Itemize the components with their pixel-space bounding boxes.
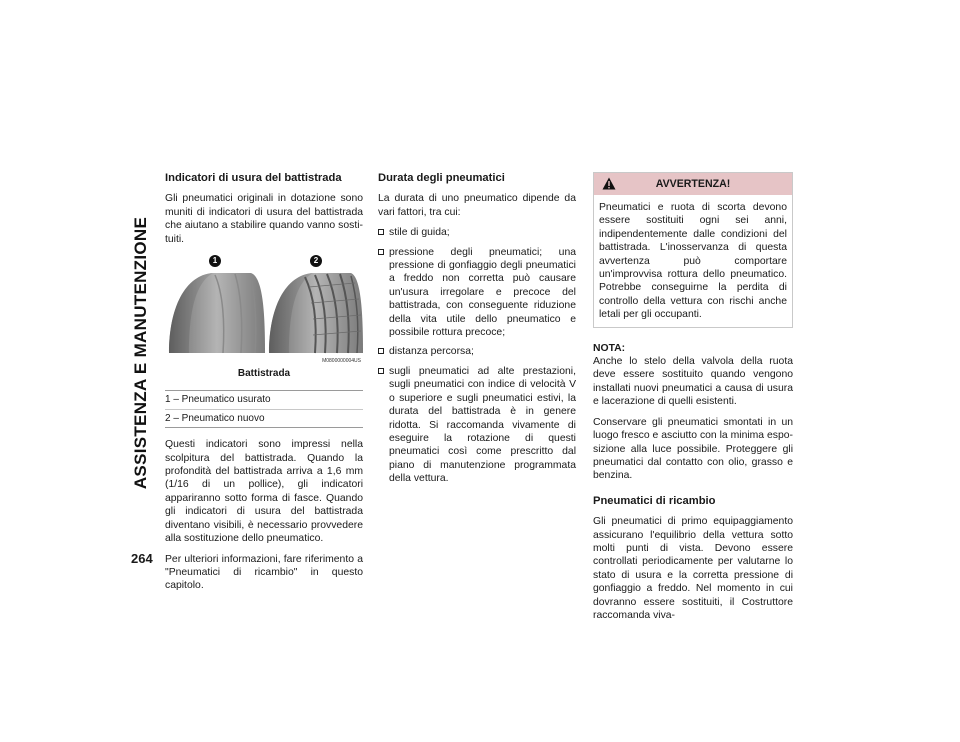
chapter-side-tab <box>130 160 152 545</box>
square-bullet-icon <box>378 368 384 374</box>
note-text: Anche lo stelo della valvola della ruota deve essere sostituito quando vengono installati nuovi pneumatici a causa di usura e lacerazione di quelli esistenti. <box>593 356 793 408</box>
figure-legend <box>165 390 363 428</box>
paragraph-storage: Conservare gli pneumatici smontati in un luogo fresco e asciutto con la minima esposizione alla luce possibile. Proteggere gli pneumatici dal contatto con olio, grasso e benzina. <box>593 416 793 482</box>
heading-replacement-tires: Pneumatici di ricambio <box>593 494 716 507</box>
paragraph-replacement: Gli pneumatici di primo equipaggiamento assicurano l'equilibrio della vettura sotto molti punti di vista. Devono essere controllati periodicamente per valutarne lo stato di usura e la corretta pressione di gonfiaggio a freddo. Nel momento in cui dovranno essere sostituiti, il Costruttore raccomanda viva- <box>593 516 793 621</box>
paragraph-intro: Gli pneumatici originali in dotazione sono muniti di indicatori di usura del battistrada che aiutano a stabilire quando vanno sostituiti. <box>165 193 363 245</box>
tire-tread-figure <box>165 253 363 365</box>
new-tire <box>269 273 363 353</box>
figure-caption: Battistrada <box>237 368 291 380</box>
warning-header <box>594 173 792 195</box>
callout-1: 1 <box>209 255 221 267</box>
warning-title: AVVERTENZA! <box>655 178 731 190</box>
column-1 <box>165 160 363 600</box>
chapter-title: ASSISTENZA E MANUTENZIONE <box>131 216 150 489</box>
figure-code: M0800000004US <box>322 358 361 365</box>
list-item: pressione degli pneumatici; una pressione di gonfiaggio degli pneumatici a freddo non corretta può causare un'usura irregolare e precoce del battistrada, con conseguente riduzione della vita utile dello pneumatico e possibile rottura precoce; <box>378 246 576 340</box>
column-3 <box>593 160 793 629</box>
square-bullet-icon <box>378 348 384 354</box>
callout-2: 2 <box>310 255 322 267</box>
warning-box <box>593 172 793 328</box>
paragraph-tire-life-intro: La durata di uno pneumatico dipende da vari fattori, tra cui: <box>378 193 576 218</box>
heading-tread-wear-indicators: Indicatori di usura del battistrada <box>165 172 342 184</box>
list-item: stile di guida; <box>378 226 576 239</box>
column-2 <box>378 160 576 492</box>
warning-triangle-icon <box>602 177 616 190</box>
list-item: distanza percorsa; <box>378 345 576 358</box>
paragraph-reference: Per ulteriori informazioni, fare riferimento a "Pneumatici di ricambio" in questo capitolo. <box>165 553 363 592</box>
warning-text: Pneumatici e ruota di scorta devono essere sostituiti ogni sei anni, indipendentemente dalle condizioni del battistrada. L'inosservanza di questa avvertenza può comportare un'improvvisa rottura dello pneumatico. Potrebbe conseguirne la perdita di controllo della vettura con rischi anche letali per gli occupanti. <box>599 202 787 321</box>
worn-tire <box>169 273 265 353</box>
page-number: 264 <box>131 551 153 566</box>
paragraph-indicators: Questi indicatori sono impressi nella scolpitura del battistrada. Quando la profondità del battistrada arriva a 1,6 mm (1/16 di un pollice), gli indicatori appariranno sotto forma di fasce. Quando gli indicatori di usura del battistrada diventano visibili, è necessario provvedere alla sostituzione dello pneumatico. <box>165 439 363 545</box>
square-bullet-icon <box>378 229 384 235</box>
heading-tire-life: Durata degli pneumatici <box>378 172 505 184</box>
note-label: NOTA: <box>593 342 626 354</box>
tire-illustration <box>165 253 363 365</box>
legend-item: 1 – Pneumatico usurato <box>165 394 271 406</box>
list-item: sugli pneumatici ad alte prestazioni, sugli pneumatici con indice di velocità V o superiore e sugli pneumatici estivi, la durata del battistrada è in genere ridotta. Si raccomanda vivamente di eseguire la rotazione di questi pneumatici così come prescritto dal piano di manutenzione programmata della vettura. <box>378 365 576 486</box>
legend-item: 2 – Pneumatico nuovo <box>165 409 363 427</box>
square-bullet-icon <box>378 249 384 255</box>
tire-life-factors-list <box>378 226 576 485</box>
